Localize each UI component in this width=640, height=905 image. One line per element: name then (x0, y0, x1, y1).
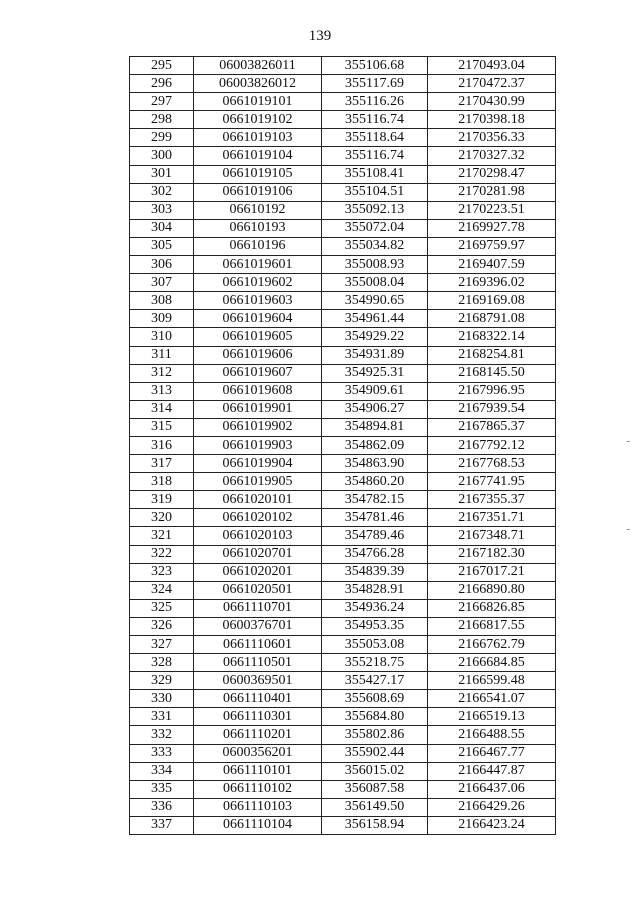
cadastral-code-cell: 0661020101 (194, 491, 322, 509)
x-coordinate-cell: 355092.13 (322, 201, 428, 219)
cadastral-code-cell: 0661110101 (194, 762, 322, 780)
table-row (130, 581, 556, 599)
y-coordinate-cell: 2170472.37 (428, 75, 556, 93)
y-coordinate-cell: 2166488.55 (428, 726, 556, 744)
table-row (130, 237, 556, 255)
cadastral-code-cell: 0661110103 (194, 798, 322, 816)
cadastral-code-cell: 06610193 (194, 219, 322, 237)
x-coordinate-cell: 355116.26 (322, 93, 428, 111)
row-number-cell: 322 (130, 545, 194, 563)
cadastral-code-cell: 0600369501 (194, 672, 322, 690)
cadastral-code-cell: 0661020701 (194, 545, 322, 563)
y-coordinate-cell: 2167768.53 (428, 455, 556, 473)
x-coordinate-cell: 355118.64 (322, 129, 428, 147)
table-row (130, 636, 556, 654)
table-row (130, 111, 556, 129)
cadastral-code-cell: 0600376701 (194, 617, 322, 635)
row-number-cell: 333 (130, 744, 194, 762)
table-row (130, 563, 556, 581)
y-coordinate-cell: 2166437.06 (428, 780, 556, 798)
cadastral-code-cell: 0661110104 (194, 816, 322, 834)
cadastral-code-cell: 0661019904 (194, 455, 322, 473)
y-coordinate-cell: 2170430.99 (428, 93, 556, 111)
row-number-cell: 318 (130, 473, 194, 491)
row-number-cell: 311 (130, 346, 194, 364)
cadastral-code-cell: 0661019901 (194, 400, 322, 418)
table-row (130, 274, 556, 292)
cadastral-code-cell: 06003826011 (194, 57, 322, 75)
row-number-cell: 327 (130, 636, 194, 654)
cadastral-code-cell: 0661020501 (194, 581, 322, 599)
x-coordinate-cell: 354862.09 (322, 436, 428, 454)
x-coordinate-cell: 354906.27 (322, 400, 428, 418)
x-coordinate-cell: 356158.94 (322, 816, 428, 834)
y-coordinate-cell: 2169396.02 (428, 274, 556, 292)
x-coordinate-cell: 354839.39 (322, 563, 428, 581)
table-row (130, 780, 556, 798)
y-coordinate-cell: 2166684.85 (428, 654, 556, 672)
table-row (130, 527, 556, 545)
table-row (130, 617, 556, 635)
row-number-cell: 304 (130, 219, 194, 237)
table-row (130, 455, 556, 473)
table-row (130, 364, 556, 382)
y-coordinate-cell: 2167348.71 (428, 527, 556, 545)
table-row (130, 509, 556, 527)
y-coordinate-cell: 2167996.95 (428, 382, 556, 400)
x-coordinate-cell: 354781.46 (322, 509, 428, 527)
cadastral-code-cell: 0661019106 (194, 183, 322, 201)
y-coordinate-cell: 2169407.59 (428, 256, 556, 274)
x-coordinate-cell: 354860.20 (322, 473, 428, 491)
x-coordinate-cell: 355427.17 (322, 672, 428, 690)
table-row (130, 654, 556, 672)
row-number-cell: 319 (130, 491, 194, 509)
row-number-cell: 331 (130, 708, 194, 726)
y-coordinate-cell: 2167182.30 (428, 545, 556, 563)
cadastral-code-cell: 0661019601 (194, 256, 322, 274)
table-row (130, 726, 556, 744)
x-coordinate-cell: 355106.68 (322, 57, 428, 75)
y-coordinate-cell: 2170356.33 (428, 129, 556, 147)
row-number-cell: 300 (130, 147, 194, 165)
x-coordinate-cell: 354894.81 (322, 418, 428, 436)
table-row (130, 690, 556, 708)
y-coordinate-cell: 2166423.24 (428, 816, 556, 834)
y-coordinate-cell: 2169927.78 (428, 219, 556, 237)
row-number-cell: 321 (130, 527, 194, 545)
row-number-cell: 314 (130, 400, 194, 418)
row-number-cell: 317 (130, 455, 194, 473)
y-coordinate-cell: 2166447.87 (428, 762, 556, 780)
row-number-cell: 298 (130, 111, 194, 129)
cadastral-code-cell: 0661110301 (194, 708, 322, 726)
y-coordinate-cell: 2169759.97 (428, 237, 556, 255)
row-number-cell: 329 (130, 672, 194, 690)
row-number-cell: 301 (130, 165, 194, 183)
cadastral-code-cell: 0661019903 (194, 436, 322, 454)
table-row (130, 57, 556, 75)
page-number: 139 (308, 28, 332, 44)
cadastral-code-cell: 0661020102 (194, 509, 322, 527)
row-number-cell: 296 (130, 75, 194, 93)
cadastral-code-cell: 0600356201 (194, 744, 322, 762)
table-row (130, 436, 556, 454)
y-coordinate-cell: 2166599.48 (428, 672, 556, 690)
x-coordinate-cell: 355802.86 (322, 726, 428, 744)
y-coordinate-cell: 2169169.08 (428, 292, 556, 310)
cadastral-code-cell: 0661019103 (194, 129, 322, 147)
row-number-cell: 309 (130, 310, 194, 328)
row-number-cell: 324 (130, 581, 194, 599)
x-coordinate-cell: 355108.41 (322, 165, 428, 183)
x-coordinate-cell: 354766.28 (322, 545, 428, 563)
row-number-cell: 334 (130, 762, 194, 780)
y-coordinate-cell: 2166817.55 (428, 617, 556, 635)
y-coordinate-cell: 2167792.12 (428, 436, 556, 454)
x-coordinate-cell: 355902.44 (322, 744, 428, 762)
y-coordinate-cell: 2166467.77 (428, 744, 556, 762)
row-number-cell: 299 (130, 129, 194, 147)
cadastral-code-cell: 0661019604 (194, 310, 322, 328)
y-coordinate-cell: 2166890.80 (428, 581, 556, 599)
cadastral-code-cell: 0661019105 (194, 165, 322, 183)
x-coordinate-cell: 355608.69 (322, 690, 428, 708)
y-coordinate-cell: 2167351.71 (428, 509, 556, 527)
x-coordinate-cell: 356087.58 (322, 780, 428, 798)
cadastral-code-cell: 0661019104 (194, 147, 322, 165)
table-row (130, 816, 556, 834)
row-number-cell: 323 (130, 563, 194, 581)
row-number-cell: 297 (130, 93, 194, 111)
x-coordinate-cell: 355034.82 (322, 237, 428, 255)
x-coordinate-cell: 355008.93 (322, 256, 428, 274)
table-row (130, 292, 556, 310)
row-number-cell: 325 (130, 599, 194, 617)
y-coordinate-cell: 2168791.08 (428, 310, 556, 328)
cadastral-code-cell: 06610192 (194, 201, 322, 219)
y-coordinate-cell: 2170298.47 (428, 165, 556, 183)
row-number-cell: 306 (130, 256, 194, 274)
y-coordinate-cell: 2167865.37 (428, 418, 556, 436)
margin-mark: - (626, 524, 630, 535)
table-row (130, 491, 556, 509)
x-coordinate-cell: 356149.50 (322, 798, 428, 816)
table-row (130, 418, 556, 436)
x-coordinate-cell: 354828.91 (322, 581, 428, 599)
x-coordinate-cell: 354961.44 (322, 310, 428, 328)
y-coordinate-cell: 2167939.54 (428, 400, 556, 418)
cadastral-code-cell: 0661019905 (194, 473, 322, 491)
y-coordinate-cell: 2168145.50 (428, 364, 556, 382)
y-coordinate-cell: 2166429.26 (428, 798, 556, 816)
table-row (130, 147, 556, 165)
row-number-cell: 310 (130, 328, 194, 346)
x-coordinate-cell: 355053.08 (322, 636, 428, 654)
table-row (130, 183, 556, 201)
table-row (130, 599, 556, 617)
row-number-cell: 330 (130, 690, 194, 708)
x-coordinate-cell: 354990.65 (322, 292, 428, 310)
y-coordinate-cell: 2166519.13 (428, 708, 556, 726)
coordinates-table (129, 56, 556, 835)
y-coordinate-cell: 2167741.95 (428, 473, 556, 491)
x-coordinate-cell: 355104.51 (322, 183, 428, 201)
table-row (130, 256, 556, 274)
table-row (130, 75, 556, 93)
row-number-cell: 316 (130, 436, 194, 454)
row-number-cell: 313 (130, 382, 194, 400)
cadastral-code-cell: 06610196 (194, 237, 322, 255)
cadastral-code-cell: 0661110501 (194, 654, 322, 672)
cadastral-code-cell: 0661110401 (194, 690, 322, 708)
y-coordinate-cell: 2166762.79 (428, 636, 556, 654)
cadastral-code-cell: 0661110201 (194, 726, 322, 744)
row-number-cell: 320 (130, 509, 194, 527)
cadastral-code-cell: 0661019605 (194, 328, 322, 346)
y-coordinate-cell: 2166541.07 (428, 690, 556, 708)
x-coordinate-cell: 355218.75 (322, 654, 428, 672)
row-number-cell: 332 (130, 726, 194, 744)
row-number-cell: 335 (130, 780, 194, 798)
x-coordinate-cell: 354936.24 (322, 599, 428, 617)
table-row (130, 201, 556, 219)
margin-mark: - (626, 436, 630, 447)
row-number-cell: 328 (130, 654, 194, 672)
y-coordinate-cell: 2170493.04 (428, 57, 556, 75)
table-row (130, 328, 556, 346)
x-coordinate-cell: 356015.02 (322, 762, 428, 780)
x-coordinate-cell: 355116.74 (322, 111, 428, 129)
y-coordinate-cell: 2167355.37 (428, 491, 556, 509)
y-coordinate-cell: 2168322.14 (428, 328, 556, 346)
y-coordinate-cell: 2170327.32 (428, 147, 556, 165)
x-coordinate-cell: 354789.46 (322, 527, 428, 545)
row-number-cell: 336 (130, 798, 194, 816)
x-coordinate-cell: 354863.90 (322, 455, 428, 473)
table-row (130, 798, 556, 816)
cadastral-code-cell: 0661019102 (194, 111, 322, 129)
cadastral-code-cell: 0661110701 (194, 599, 322, 617)
x-coordinate-cell: 354925.31 (322, 364, 428, 382)
x-coordinate-cell: 355116.74 (322, 147, 428, 165)
table-row (130, 400, 556, 418)
cadastral-code-cell: 0661019902 (194, 418, 322, 436)
y-coordinate-cell: 2170398.18 (428, 111, 556, 129)
table-row (130, 762, 556, 780)
table-row (130, 346, 556, 364)
cadastral-code-cell: 0661110601 (194, 636, 322, 654)
table-row (130, 744, 556, 762)
table-row (130, 93, 556, 111)
cadastral-code-cell: 0661019606 (194, 346, 322, 364)
row-number-cell: 337 (130, 816, 194, 834)
y-coordinate-cell: 2168254.81 (428, 346, 556, 364)
row-number-cell: 315 (130, 418, 194, 436)
row-number-cell: 295 (130, 57, 194, 75)
row-number-cell: 307 (130, 274, 194, 292)
table-row (130, 672, 556, 690)
cadastral-code-cell: 0661020201 (194, 563, 322, 581)
row-number-cell: 308 (130, 292, 194, 310)
row-number-cell: 326 (130, 617, 194, 635)
cadastral-code-cell: 0661110102 (194, 780, 322, 798)
coordinates-table-body (130, 57, 556, 835)
x-coordinate-cell: 354909.61 (322, 382, 428, 400)
cadastral-code-cell: 0661020103 (194, 527, 322, 545)
x-coordinate-cell: 355008.04 (322, 274, 428, 292)
x-coordinate-cell: 355117.69 (322, 75, 428, 93)
table-row (130, 473, 556, 491)
row-number-cell: 303 (130, 201, 194, 219)
y-coordinate-cell: 2166826.85 (428, 599, 556, 617)
table-row (130, 708, 556, 726)
x-coordinate-cell: 354953.35 (322, 617, 428, 635)
y-coordinate-cell: 2167017.21 (428, 563, 556, 581)
cadastral-code-cell: 0661019608 (194, 382, 322, 400)
row-number-cell: 305 (130, 237, 194, 255)
row-number-cell: 302 (130, 183, 194, 201)
x-coordinate-cell: 354782.15 (322, 491, 428, 509)
x-coordinate-cell: 355684.80 (322, 708, 428, 726)
table-row (130, 545, 556, 563)
x-coordinate-cell: 354931.89 (322, 346, 428, 364)
row-number-cell: 312 (130, 364, 194, 382)
cadastral-code-cell: 0661019602 (194, 274, 322, 292)
table-row (130, 219, 556, 237)
cadastral-code-cell: 06003826012 (194, 75, 322, 93)
y-coordinate-cell: 2170281.98 (428, 183, 556, 201)
cadastral-code-cell: 0661019101 (194, 93, 322, 111)
x-coordinate-cell: 355072.04 (322, 219, 428, 237)
x-coordinate-cell: 354929.22 (322, 328, 428, 346)
y-coordinate-cell: 2170223.51 (428, 201, 556, 219)
table-row (130, 165, 556, 183)
table-row (130, 129, 556, 147)
table-row (130, 382, 556, 400)
cadastral-code-cell: 0661019607 (194, 364, 322, 382)
cadastral-code-cell: 0661019603 (194, 292, 322, 310)
table-row (130, 310, 556, 328)
